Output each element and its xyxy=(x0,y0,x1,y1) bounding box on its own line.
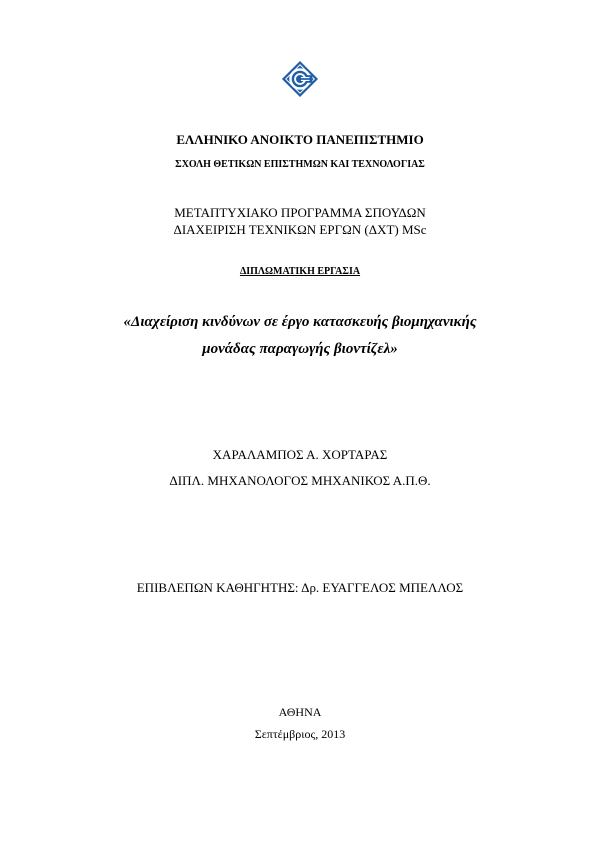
supervisor-line: ΕΠΙΒΛΕΠΩΝ ΚΑΘΗΓΗΤΗΣ: Δρ. ΕΥΑΓΓΕΛΟΣ ΜΠΕΛΛΟΣ xyxy=(136,580,464,595)
thesis-title-line-2: μονάδας παραγωγής βιοντίζελ» xyxy=(202,341,398,357)
place: ΑΘΗΝΑ xyxy=(278,705,322,719)
university-name: ΕΛΛΗΝΙΚΟ ΑΝΟΙΚΤΟ ΠΑΝΕΠΙΣΤΗΜΙΟ xyxy=(176,132,424,147)
document-type-heading: ΔΙΠΛΩΜΑΤΙΚΗ ΕΡΓΑΣΙΑ xyxy=(239,266,361,277)
program-title: ΜΕΤΑΠΤΥΧΙΑΚΟ ΠΡΟΓΡΑΜΜΑ ΣΠΟΥΔΩΝ xyxy=(174,205,426,220)
school-name: ΣΧΟΛΗ ΘΕΤΙΚΩΝ ΕΠΙΣΤΗΜΩΝ ΚΑΙ ΤΕΧΝΟΛΟΓΙΑΣ xyxy=(175,159,425,170)
author-degree: ΔΙΠΛ. ΜΗΧΑΝΟΛΟΓΟΣ ΜΗΧΑΝΙΚΟΣ Α.Π.Θ. xyxy=(169,473,431,488)
thesis-title-line-1: «Διαχείριση κινδύνων σε έργο κατασκευής βιομηχανικής xyxy=(123,314,477,330)
university-logo-icon xyxy=(281,60,319,98)
program-subtitle: ΔΙΑΧΕΙΡΙΣΗ ΤΕΧΝΙΚΩΝ ΕΡΓΩΝ (ΔΧΤ) MSc xyxy=(173,222,427,237)
date: Σεπτέμβριος, 2013 xyxy=(254,727,346,741)
author-name: ΧΑΡΑΛΑΜΠΟΣ Α. ΧΟΡΤΑΡΑΣ xyxy=(212,447,388,462)
